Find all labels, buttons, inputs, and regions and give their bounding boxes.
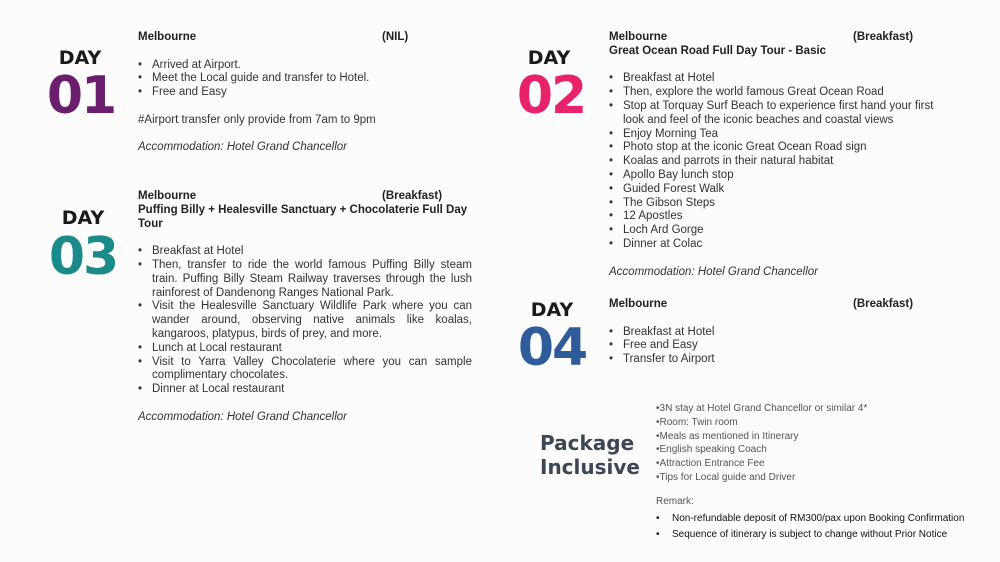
- day-number: 02: [516, 66, 586, 126]
- list-item: • Photo stop at the iconic Great Ocean Road sign: [609, 141, 949, 155]
- list-item: •Room: Twin room: [656, 416, 738, 428]
- list-item: • Breakfast at Hotel: [609, 72, 949, 86]
- meal-plan: (Breakfast): [382, 190, 443, 202]
- list-item: • Stop at Torquay Surf Beach to experience first hand your first look and feel of the iconic beaches and coastal views: [609, 100, 949, 128]
- day-header: [609, 298, 949, 312]
- day-label: DAY: [527, 47, 571, 69]
- remark-list: [656, 511, 964, 542]
- activity-list: [138, 59, 413, 100]
- package-title: [540, 431, 640, 479]
- day-04-block: [609, 298, 949, 367]
- list-item: • Visit to Yarra Valley Chocolaterie where you can sample complimentary chocolates.: [138, 356, 472, 384]
- remark-label: Remark:: [656, 496, 694, 507]
- accommodation: Accommodation: Hotel Grand Chancellor: [138, 141, 348, 154]
- list-item: •3N stay at Hotel Grand Chancellor or similar 4*: [656, 403, 868, 414]
- list-item: •Attraction Entrance Fee: [656, 458, 765, 470]
- activity-list: [609, 326, 949, 367]
- list-item: •English speaking Coach: [656, 444, 767, 456]
- list-item: •Tips for Local guide and Driver: [656, 471, 796, 483]
- day-city: Melbourne: [138, 31, 197, 43]
- activity-list: [609, 72, 949, 251]
- list-item: • Dinner at Local restaurant: [138, 383, 472, 397]
- day-number: 04: [517, 318, 587, 378]
- day-header: [138, 31, 413, 45]
- list-item: • Lunch at Local restaurant: [138, 342, 472, 356]
- list-item: • Loch Ard Gorge: [609, 224, 949, 238]
- accommodation: Accommodation: Hotel Grand Chancellor: [609, 265, 819, 278]
- accommodation: Accommodation: Hotel Grand Chancellor: [138, 410, 348, 423]
- day-city: Melbourne: [138, 190, 197, 202]
- meal-plan: (Breakfast): [853, 31, 914, 43]
- list-item: • Then, explore the world famous Great Ocean Road: [609, 86, 949, 100]
- list-item: • Guided Forest Walk: [609, 183, 949, 197]
- day-city: Melbourne: [609, 298, 668, 310]
- package-list: [656, 402, 867, 485]
- list-item: • The Gibson Steps: [609, 197, 949, 211]
- activity-list: [138, 245, 472, 397]
- list-item: • Apollo Bay lunch stop: [609, 169, 949, 183]
- day-label: DAY: [61, 207, 105, 229]
- meal-plan: (NIL): [382, 31, 409, 43]
- day-header: [609, 31, 949, 45]
- list-item: • Enjoy Morning Tea: [609, 128, 949, 142]
- list-item: • Breakfast at Hotel: [138, 245, 472, 259]
- meal-plan: (Breakfast): [853, 298, 914, 310]
- package-title-line: Inclusive: [540, 455, 640, 479]
- list-item: • Sequence of itinerary is subject to change without Prior Notice: [656, 527, 964, 543]
- list-item: • Meet the Local guide and transfer to Hotel.: [138, 72, 413, 86]
- list-item: • Non-refundable deposit of RM300/pax upon Booking Confirmation: [656, 511, 964, 527]
- day-number: 03: [48, 227, 118, 287]
- list-item: • Breakfast at Hotel: [609, 326, 949, 340]
- list-item: • Free and Easy: [138, 86, 413, 100]
- list-item: • Arrived at Airport.: [138, 59, 413, 73]
- list-item: • Then, transfer to ride the world famous Puffing Billy steam train. Puffing Billy Steam Railway traverses through the lush rainforest of Dandenong Ranges National Park.: [138, 259, 472, 300]
- day-03-block: [138, 190, 472, 425]
- day-label: DAY: [530, 299, 574, 321]
- list-item: • Dinner at Colac: [609, 238, 949, 252]
- tour-title: Puffing Billy + Healesville Sanctuary + Chocolaterie Full Day Tour: [138, 203, 468, 230]
- transfer-note: #Airport transfer only provide from 7am to 9pm: [138, 113, 376, 126]
- day-header: [138, 190, 472, 204]
- package-title-line: Package: [540, 431, 635, 455]
- day-01-block: [138, 31, 413, 155]
- list-item: •Meals as mentioned in Itinerary: [656, 430, 799, 442]
- list-item: • 12 Apostles: [609, 210, 949, 224]
- day-number: 01: [46, 66, 116, 126]
- tour-title: Great Ocean Road Full Day Tour - Basic: [609, 44, 827, 57]
- day-label: DAY: [58, 47, 102, 69]
- list-item: • Free and Easy: [609, 339, 949, 353]
- list-item: • Transfer to Airport: [609, 353, 949, 367]
- day-city: Melbourne: [609, 31, 668, 43]
- list-item: • Koalas and parrots in their natural habitat: [609, 155, 949, 169]
- day-02-block: [609, 31, 949, 279]
- list-item: • Visit the Healesville Sanctuary Wildlife Park where you can wander around, observing native animals like koalas, kangaroos, platypus, birds of prey, and more.: [138, 300, 472, 341]
